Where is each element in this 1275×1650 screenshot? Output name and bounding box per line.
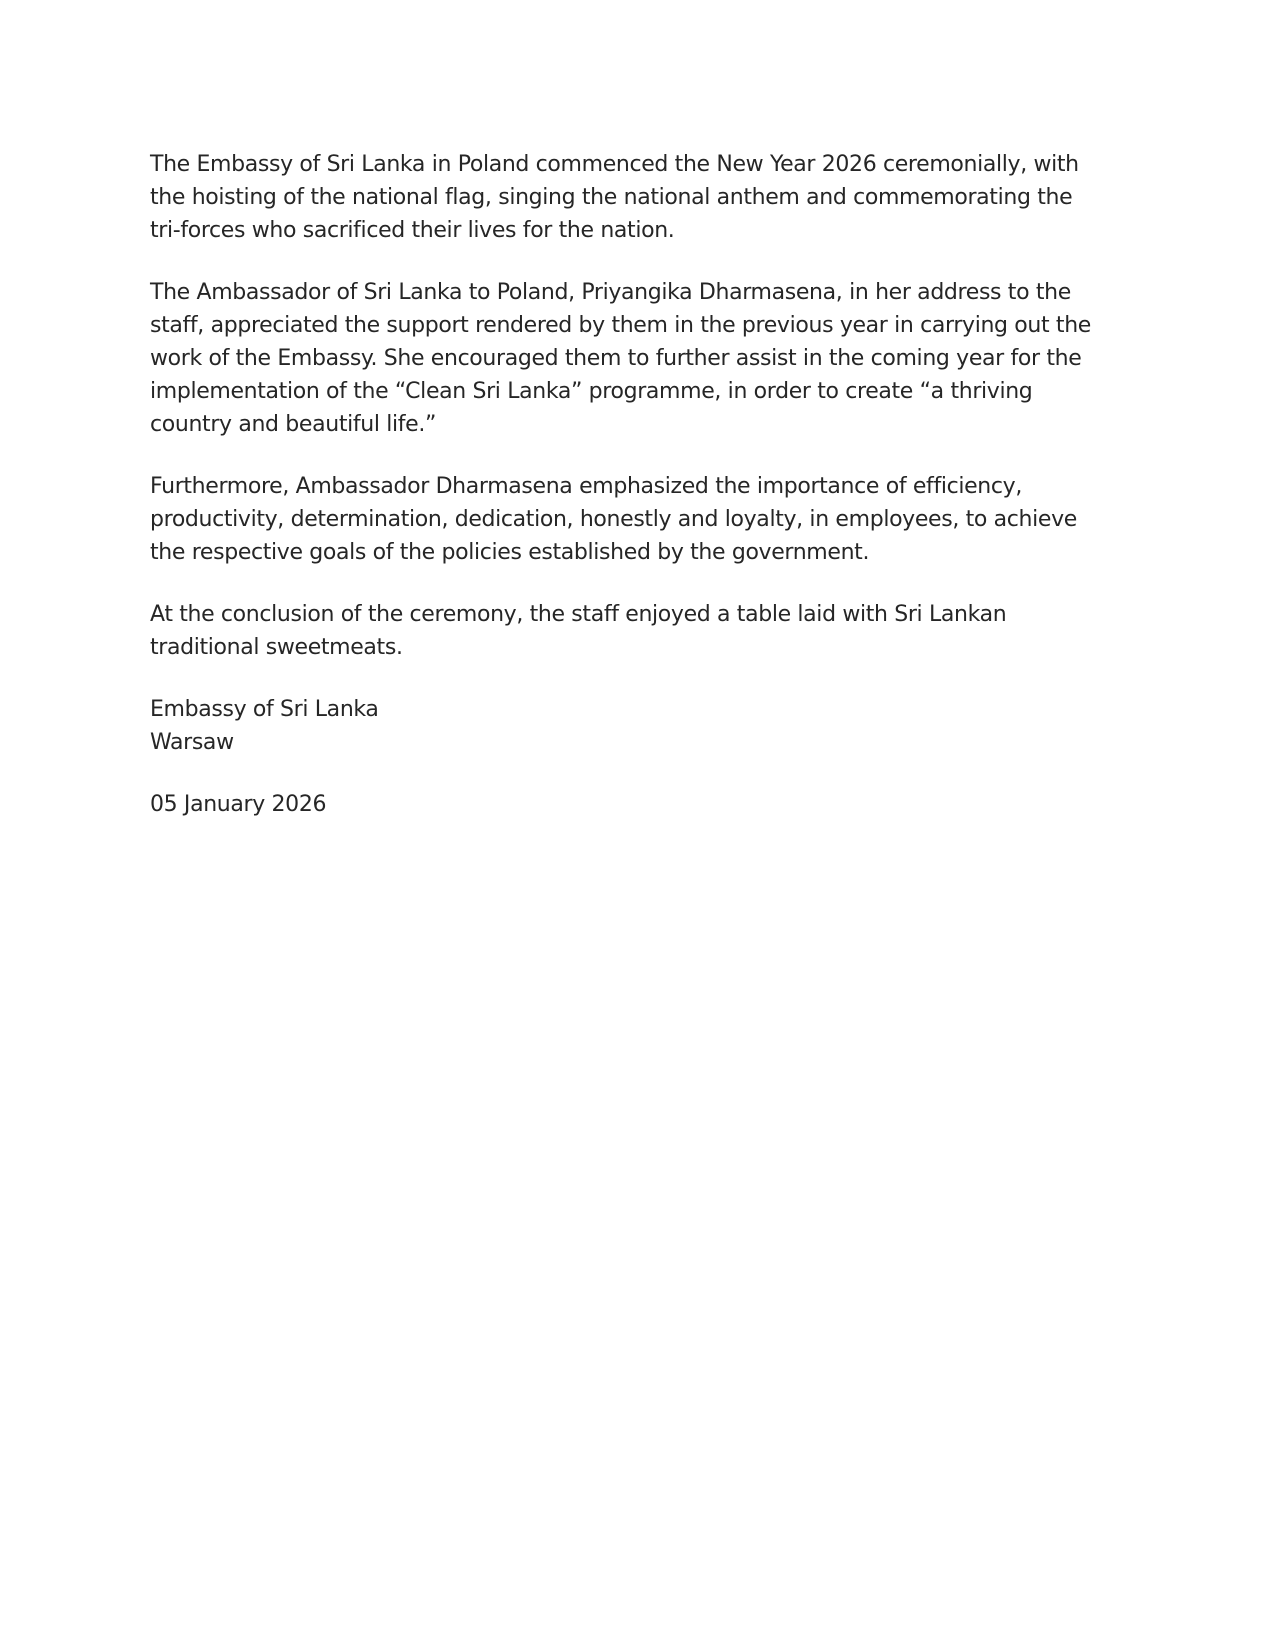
paragraph-line: productivity, determination, dedication, honestly and loyalty, in employees, to achieve [150, 507, 1077, 532]
paragraph-line: implementation of the “Clean Sri Lanka” programme, in order to create “a thriving [150, 379, 1033, 404]
paragraph-line: the respective goals of the policies established by the government. [150, 540, 870, 565]
paragraph-line: traditional sweetmeats. [150, 635, 403, 660]
paragraph-emphasis-values [150, 470, 1120, 569]
signature-organization: Embassy of Sri Lanka [150, 697, 379, 722]
document-body [150, 148, 1120, 821]
date-text: 05 January 2026 [150, 792, 327, 817]
paragraph-line: At the conclusion of the ceremony, the staff enjoyed a table laid with Sri Lankan [150, 602, 1007, 627]
paragraph-line: The Embassy of Sri Lanka in Poland commenced the New Year 2026 ceremonially, with [150, 152, 1079, 177]
paragraph-new-year-ceremony [150, 148, 1120, 247]
paragraph-line: work of the Embassy. She encouraged them to further assist in the coming year for the [150, 346, 1082, 371]
signature-block [150, 693, 1120, 759]
paragraph-line: The Ambassador of Sri Lanka to Poland, Priyangika Dharmasena, in her address to the [150, 280, 1071, 305]
paragraph-line: country and beautiful life.” [150, 412, 437, 437]
paragraph-line: Furthermore, Ambassador Dharmasena emphasized the importance of efficiency, [150, 474, 1022, 499]
paragraph-ambassador-address [150, 276, 1120, 441]
signature-city: Warsaw [150, 730, 234, 755]
paragraph-conclusion [150, 598, 1120, 664]
paragraph-line: the hoisting of the national flag, singing the national anthem and commemorating the [150, 185, 1073, 210]
paragraph-line: staff, appreciated the support rendered by them in the previous year in carrying out the [150, 313, 1091, 338]
document-date [150, 788, 1120, 821]
paragraph-line: tri-forces who sacrificed their lives for the nation. [150, 218, 675, 243]
